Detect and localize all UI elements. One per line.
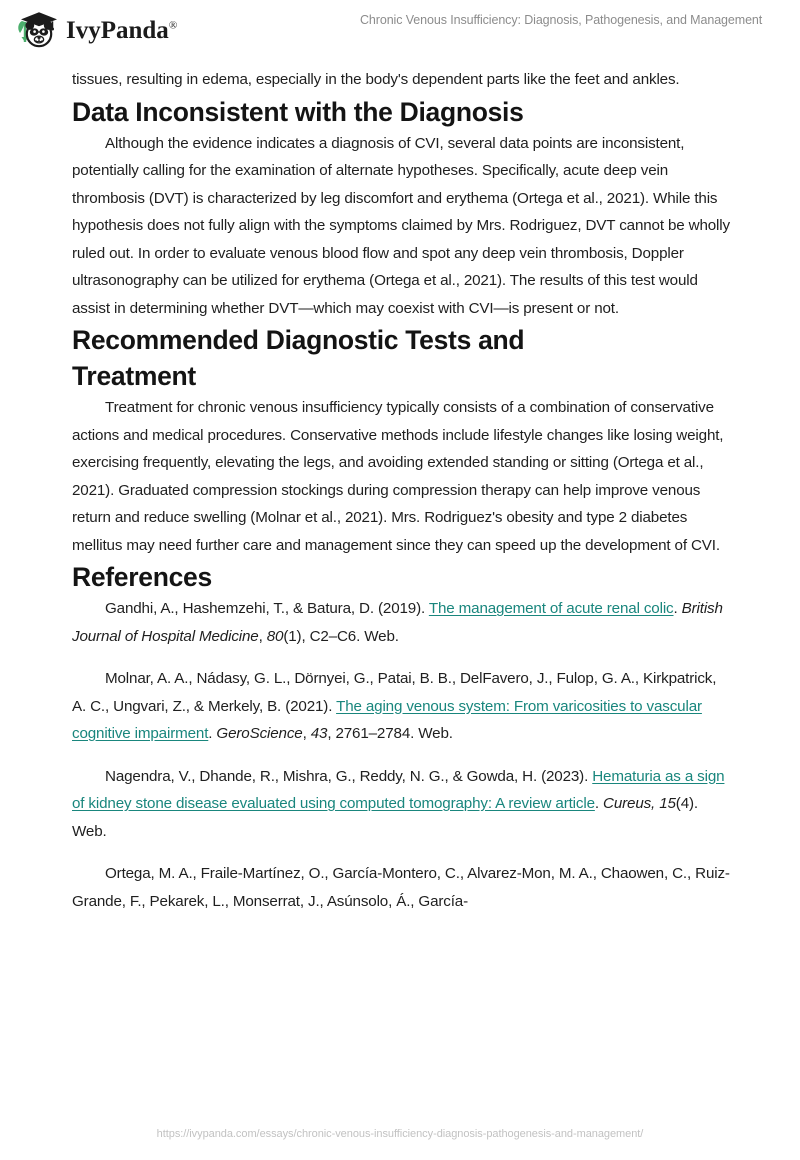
brand-wordmark [66,18,177,43]
reference-separator: , [258,627,267,645]
registered-mark: ® [168,19,178,32]
page-footer [0,1124,800,1142]
reference-separator: , [302,725,311,742]
reference-volume: 80 [266,627,284,645]
page-title: Chronic Venous Insufficiency: Diagnosis, Pathogenesis, and Management [360,13,763,27]
footer-source-url[interactable]: https://ivypanda.com/essays/chronic-venous-insufficiency-diagnosis-pathogenesis-and-management/ [156,1128,644,1140]
reference-entry [72,665,732,748]
reference-link[interactable]: Hematuria as a sign of kidney stone disease evaluated using computed tomography: A review article [72,767,725,812]
reference-volume: 43 [310,725,328,742]
reference-source: Cureus, 15 [603,795,676,812]
reference-link[interactable]: The management of acute renal colic [428,600,674,617]
section-paragraph: Although the evidence indicates a diagnosis of CVI, several data points are inconsistent, potentially calling for the examination of alternate hypotheses. Specifically, acute deep vein thrombosis (DVT) is characterized by leg discomfort and erythema (Ortega et al., 2021). While this hypothesis does not fully align with the symptoms claimed by Mrs. Rodriguez, DVT cannot be wholly ruled out. In order to evaluate venous blood flow and spot any deep vein thrombosis, Doppler ultrasonography can be utilized for erythema (Ortega et al., 2021). The results of this test would assist in determining whether DVT—which may coexist with CVI—is present or not. [72,134,730,317]
reference-authors: Nagendra, V., Dhande, R., Mishra, G., Reddy, N. G., & Gowda, H. (2023). [105,767,593,785]
reference-tail: (1), C2–C6. Web. [283,627,399,645]
page-header [0,0,800,56]
reference-source: GeroScience [216,725,303,742]
brand-logo[interactable] [14,8,177,52]
reference-authors: Gandhi, A., Hashemzehi, T., & Batura, D. (2019). [105,600,429,617]
reference-punctuation: . [673,600,682,617]
reference-punctuation: . [208,725,217,742]
reference-tail: (4). Web. [72,795,698,840]
panda-graduate-logo-icon [14,8,60,52]
section-paragraph: Treatment for chronic venous insufficiency typically consists of a combination of conservative actions and medical procedures. Conservative methods include lifestyle changes like losing weight, exercising frequently, elevating the legs, and avoiding extended standing or sitting (Ortega et al., 2021). Graduated compression stockings during compression therapy can help improve venous return and reduce swelling (Molnar et al., 2021). Mrs. Rodriguez's obesity and type 2 diabetes mellitus may need further care and management since they can speed up the development of CVI. [72,399,724,554]
reference-authors: Ortega, M. A., Fraile-Martínez, O., García-Montero, C., Alvarez-Mon, M. A., Chaowen, C., Ruiz-Grande, F., Pekarek, L., Monserrat, J., Asúnsolo, Á., García- [72,865,730,910]
reference-entry [72,763,732,846]
continued-paragraph: tissues, resulting in edema, especially in the body's dependent parts like the feet and ankles. [72,71,680,88]
reference-entry [72,595,732,650]
document-content [72,66,732,930]
section-heading-recommended-tests: Recommended Diagnostic Tests and Treatment [72,325,525,391]
brand-name-text: IvyPanda [66,16,169,44]
reference-source: British Journal of Hospital Medicine [72,600,723,645]
reference-authors: Molnar, A. A., Nádasy, G. L., Dörnyei, G., Patai, B. B., DelFavero, J., Fulop, G. A., Kirkpatrick, A. C., Ungvari, Z., & Merkely, B. (2021). [72,670,717,715]
reference-tail: , 2761–2784. Web. [327,725,453,742]
reference-punctuation: . [594,795,603,812]
reference-entry [72,860,732,915]
section-heading-references: References [72,562,212,592]
reference-link[interactable]: The aging venous system: From varicosities to vascular cognitive impairment [72,697,702,742]
section-heading-data-inconsistent: Data Inconsistent with the Diagnosis [72,96,524,127]
